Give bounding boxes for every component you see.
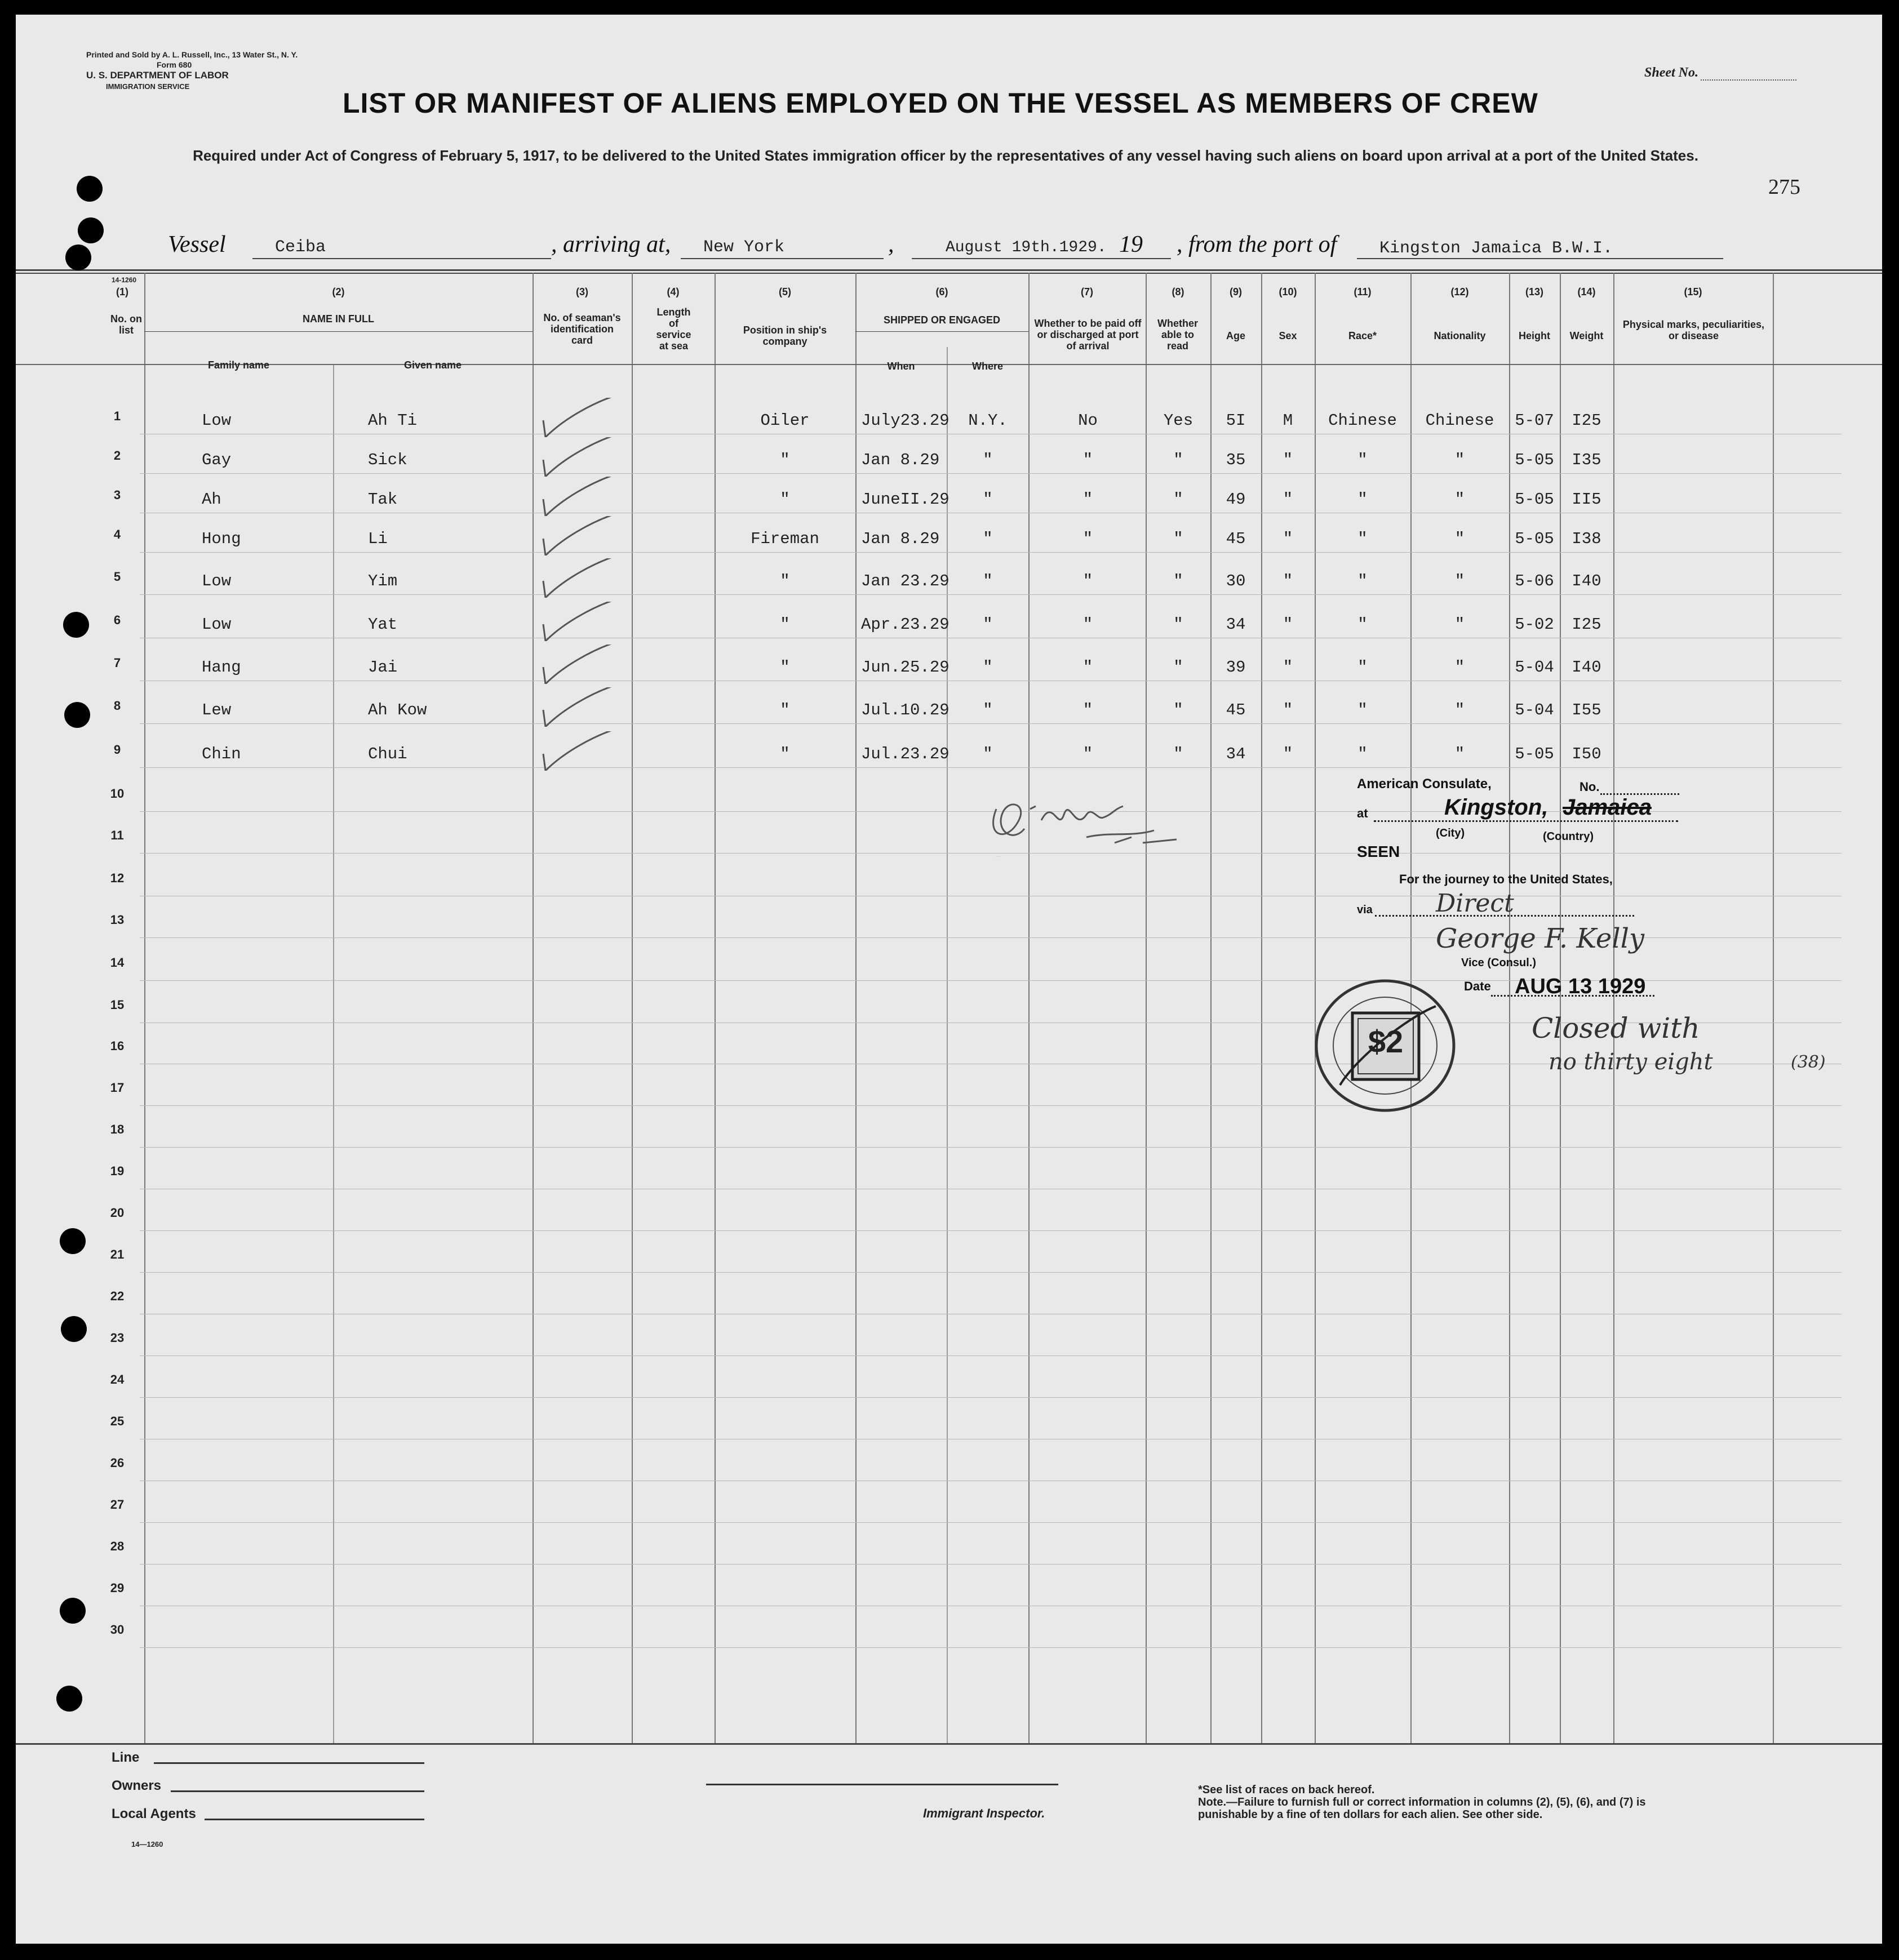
cell-where: N.Y. xyxy=(968,411,1008,430)
cell-when: Jun.25.29 xyxy=(861,658,950,677)
cell-family: Chin xyxy=(202,745,241,763)
cell-sex: M xyxy=(1283,411,1293,430)
cell-given: Li xyxy=(368,530,388,548)
cell-height: 5-02 xyxy=(1515,615,1554,634)
arrival-date: August 19th.1929. xyxy=(946,239,1107,256)
row-number: 15 xyxy=(110,998,125,1012)
cell-given: Ah Kow xyxy=(368,701,427,719)
cell-sex: " xyxy=(1283,701,1293,719)
subtitle: Required under Act of Congress of February 5, 1917, to be delivered to the United States immigration officer by the representatives of any vessel having such aliens on board upon arrival at a port of the United States. xyxy=(193,147,1698,164)
cell-sex: " xyxy=(1283,530,1293,548)
cell-sex: " xyxy=(1283,572,1293,590)
cell-paid-off: " xyxy=(1082,745,1093,763)
cell-paid-off: " xyxy=(1082,530,1093,548)
cell-when: Jan 8.29 xyxy=(861,530,940,548)
cell-race: " xyxy=(1357,530,1368,548)
cell-position: " xyxy=(780,745,790,763)
cell-nationality: " xyxy=(1454,701,1465,719)
cell-family: Lew xyxy=(202,701,232,719)
cell-nationality: " xyxy=(1454,745,1465,763)
cell-age: 49 xyxy=(1226,490,1246,509)
department: U. S. DEPARTMENT OF LABOR xyxy=(86,70,229,81)
closed-count: (38) xyxy=(1791,1052,1826,1072)
cell-position: Fireman xyxy=(751,530,819,548)
row-number: 30 xyxy=(110,1623,125,1637)
row-number: 18 xyxy=(110,1122,125,1136)
cell-nationality: " xyxy=(1454,658,1465,677)
row-number: 4 xyxy=(113,527,121,541)
col-id-header: No. of seaman's identification card xyxy=(543,312,621,346)
cell-height: 5-07 xyxy=(1515,411,1554,430)
printer-line: Printed and Sold by A. L. Russell, Inc., 13 Water St., N. Y. xyxy=(86,50,298,59)
cell-race: Chinese xyxy=(1328,411,1397,430)
cell-given: Tak xyxy=(368,490,398,509)
consulate-country: Jamaica xyxy=(1563,795,1652,820)
arriving-port: New York xyxy=(703,238,785,257)
col-given-header: Given name xyxy=(403,359,462,371)
vessel-name: Ceiba xyxy=(275,238,326,257)
from-label: , from the port of xyxy=(1177,232,1337,257)
cell-when: JuneII.29 xyxy=(861,490,950,509)
cell-family: Low xyxy=(202,615,232,634)
row-number: 28 xyxy=(110,1539,125,1553)
cell-when: July23.29 xyxy=(861,411,950,430)
col-nationality-header: Nationality xyxy=(1434,330,1486,341)
sheet-no-label: Sheet No. xyxy=(1644,65,1698,80)
cell-age: 30 xyxy=(1226,572,1246,590)
row-number: 11 xyxy=(110,828,124,842)
line-label: Line xyxy=(112,1750,140,1765)
cell-family: Hang xyxy=(202,658,241,677)
row-number: 25 xyxy=(110,1414,125,1428)
cell-paid-off: " xyxy=(1082,615,1093,634)
cell-given: Chui xyxy=(368,745,407,763)
cell-weight: I40 xyxy=(1572,658,1601,677)
cell-where: " xyxy=(983,572,993,590)
cell-height: 5-05 xyxy=(1515,530,1554,548)
cell-paid-off: " xyxy=(1082,701,1093,719)
races-note: *See list of races on back hereof. xyxy=(1198,1784,1375,1796)
cell-race: " xyxy=(1357,451,1368,469)
id-card-checkmark xyxy=(540,602,624,641)
arriving-label: , arriving at, xyxy=(551,232,671,257)
col-position-header: Position in ship's company xyxy=(743,325,827,347)
cell-weight: I38 xyxy=(1572,530,1601,548)
id-card-checkmark xyxy=(540,645,624,684)
via-route: Direct xyxy=(1436,889,1514,918)
cell-where: " xyxy=(983,701,993,719)
row-number: 8 xyxy=(113,699,121,713)
row-number: 2 xyxy=(113,448,121,463)
row-number: 20 xyxy=(110,1206,125,1220)
row-number: 23 xyxy=(110,1331,125,1345)
col-length-header: Length of service at sea xyxy=(656,306,691,352)
row-number: 24 xyxy=(110,1372,125,1386)
row-number: 16 xyxy=(110,1039,125,1053)
cell-family: Gay xyxy=(202,451,232,469)
consulate-no-label: No. xyxy=(1579,780,1600,794)
id-card-checkmark xyxy=(540,687,624,727)
cell-sex: " xyxy=(1283,451,1293,469)
cell-age: 35 xyxy=(1226,451,1246,469)
id-card-checkmark xyxy=(540,437,624,477)
cell-read: " xyxy=(1173,745,1183,763)
departure-port: Kingston Jamaica B.W.I. xyxy=(1379,239,1613,258)
cell-read: " xyxy=(1173,490,1183,509)
cell-race: " xyxy=(1357,490,1368,509)
cell-when: Jul.23.29 xyxy=(861,745,950,763)
cell-position: " xyxy=(780,490,790,509)
cell-height: 5-05 xyxy=(1515,490,1554,509)
col-read-header: Whether able to read xyxy=(1157,318,1198,352)
cell-given: Yim xyxy=(368,572,398,590)
id-card-checkmark xyxy=(540,731,624,771)
cell-when: Jul.10.29 xyxy=(861,701,950,719)
cell-sex: " xyxy=(1283,745,1293,763)
cell-read: " xyxy=(1173,658,1183,677)
closed-note-2: no thirty eight xyxy=(1549,1049,1713,1075)
cell-read: " xyxy=(1173,530,1183,548)
row-number: 5 xyxy=(113,570,121,584)
cell-where: " xyxy=(983,615,993,634)
cell-weight: I50 xyxy=(1572,745,1601,763)
col-shipped-header: SHIPPED OR ENGAGED xyxy=(883,314,1001,326)
cell-family: Hong xyxy=(202,530,241,548)
row-number: 21 xyxy=(110,1247,125,1261)
cell-nationality: Chinese xyxy=(1425,411,1494,430)
cell-where: " xyxy=(983,658,993,677)
cell-age: 34 xyxy=(1226,615,1246,634)
cell-age: 5I xyxy=(1226,411,1246,430)
row-number: 3 xyxy=(113,488,121,502)
cell-race: " xyxy=(1357,701,1368,719)
cell-paid-off: " xyxy=(1082,572,1093,590)
col-where-header: Where xyxy=(971,361,1003,372)
cell-position: " xyxy=(780,572,790,590)
cell-weight: I25 xyxy=(1572,411,1601,430)
consulate-date: AUG 13 1929 xyxy=(1515,975,1646,998)
year-suffix: 19 xyxy=(1119,232,1143,257)
cell-given: Yat xyxy=(368,615,398,634)
cell-nationality: " xyxy=(1454,490,1465,509)
cell-height: 5-05 xyxy=(1515,745,1554,763)
cell-nationality: " xyxy=(1454,451,1465,469)
cell-position: " xyxy=(780,615,790,634)
cell-given: Jai xyxy=(368,658,398,677)
cell-height: 5-06 xyxy=(1515,572,1554,590)
cell-read: " xyxy=(1173,451,1183,469)
col-weight-header: Weight xyxy=(1569,330,1604,341)
row-number: 14 xyxy=(110,955,125,970)
cell-paid-off: " xyxy=(1082,490,1093,509)
cell-read: " xyxy=(1173,701,1183,719)
consulate-label: American Consulate, xyxy=(1357,776,1492,792)
cell-age: 45 xyxy=(1226,701,1246,719)
closed-note: Closed with xyxy=(1532,1012,1700,1045)
row-number: 29 xyxy=(110,1581,125,1595)
id-card-checkmark xyxy=(540,558,624,598)
cell-read: Yes xyxy=(1163,411,1193,430)
cell-weight: I35 xyxy=(1572,451,1601,469)
page-number: 275 xyxy=(1768,175,1800,199)
cell-nationality: " xyxy=(1454,615,1465,634)
vessel-label: Vessel xyxy=(168,232,226,257)
col-paid-header: Whether to be paid off or discharged at port of arrival xyxy=(1034,318,1142,352)
cell-height: 5-04 xyxy=(1515,701,1554,719)
cell-paid-off: " xyxy=(1082,658,1093,677)
row-number: 26 xyxy=(110,1456,125,1470)
col-family-header: Family name xyxy=(207,359,270,371)
cell-race: " xyxy=(1357,745,1368,763)
col-height-header: Height xyxy=(1519,330,1550,341)
row-number: 27 xyxy=(110,1497,125,1512)
cell-sex: " xyxy=(1283,490,1293,509)
cell-paid-off: No xyxy=(1078,411,1098,430)
cell-weight: II5 xyxy=(1572,490,1601,509)
cell-given: Ah Ti xyxy=(368,411,418,430)
cell-nationality: " xyxy=(1454,530,1465,548)
cell-read: " xyxy=(1173,572,1183,590)
col-sex-header: Sex xyxy=(1279,330,1297,341)
row-number: 6 xyxy=(113,613,121,627)
col-marks-header: Physical marks, peculiarities, or disease xyxy=(1622,319,1765,341)
journey-label: For the journey to the United States, xyxy=(1399,872,1613,886)
cell-height: 5-04 xyxy=(1515,658,1554,677)
cell-position: " xyxy=(780,658,790,677)
agents-label: Local Agents xyxy=(112,1806,196,1821)
cell-weight: I40 xyxy=(1572,572,1601,590)
cell-where: " xyxy=(983,490,993,509)
owners-label: Owners xyxy=(112,1778,162,1793)
form-number: Form 680 xyxy=(157,60,192,69)
cell-read: " xyxy=(1173,615,1183,634)
cell-where: " xyxy=(983,530,993,548)
row-number: 9 xyxy=(113,743,121,757)
row-number: 13 xyxy=(110,913,125,927)
cell-family: Low xyxy=(202,411,232,430)
cell-given: Sick xyxy=(368,451,407,469)
cell-paid-off: " xyxy=(1082,451,1093,469)
cell-when: Apr.23.29 xyxy=(861,615,950,634)
cell-sex: " xyxy=(1283,615,1293,634)
cell-age: 34 xyxy=(1226,745,1246,763)
col-when-header: When xyxy=(887,361,915,372)
cell-race: " xyxy=(1357,572,1368,590)
cell-family: Ah xyxy=(202,490,221,509)
id-card-checkmark xyxy=(540,398,624,437)
page-title: LIST OR MANIFEST OF ALIENS EMPLOYED ON THE VESSEL AS MEMBERS OF CREW xyxy=(343,87,1538,119)
row-number: 22 xyxy=(110,1289,125,1303)
cell-where: " xyxy=(983,745,993,763)
svg-text:$2: $2 xyxy=(1368,1024,1404,1059)
cell-weight: I55 xyxy=(1572,701,1601,719)
row-number: 17 xyxy=(110,1081,125,1095)
consul-signature: George F. Kelly xyxy=(1436,923,1645,954)
cell-where: " xyxy=(983,451,993,469)
manifest-sheet: Printed and Sold by A. L. Russell, Inc., 13 Water St., N. Y. Form 680 U. S. DEPARTMENT OF LABOR IMMIGRATION SERVICE LIST OR MANIFEST OF ALIENS EMPLOYED ON THE VESSEL AS MEMBERS OF CREW Sheet No. Required under Act of Congress of February 5, 1917, to be delivered to the United States immigration officer by the representatives of any vessel having such aliens on board upon arrival at a port of the United States. 275 Vessel Ceiba , arriving at, New York , August 19th.1929. 19 , from the port of Kingston Jamaica B.W.I. 14-1260 (1) (2) (3) (4) (5) (6) (7) (8) (9) (10) (11) (12) (13) (14) (15) No. on list NAME IN FULL Family name Given name No. of seaman's identification card Length of service at sea Position in ship's company SHIPPED OR ENGAGED When Where Whether to be paid off or discharged at port of arrival Whether able to read Age Sex Race* Nationality Height Weight Physical marks, peculiarities, or disease 1 Low Ah Ti Oiler July23.29 N.Y. No Yes 5I M Chinese Chinese 5-07 I25 2 Gay Sick " Jan 8.29 " " " 35 " " " 5-05 I35 3 Ah Tak " JuneII.29 " " " 49 " " " 5-05 II5 4 Hong Li Fireman Jan 8.29 " " " 45 " " " 5-05 I38 5 Low Yim " Jan 23.29 " " " 30 " " " 5-06 I40 6 Low Yat " Apr.23.29 " " " 34 " " " 5-02 I25 7 Hang Jai " Jun.25.29 " " " 39 " " " 5-04 I40 8 Lew Ah Kow " Jul.10.29 " " " 45 " " " 5-04 I55 9 Chin Chui " Jul.23.29 " " " 34 " " " 5-05 I50 10 11 12 13 14 15 16 17 18 19 20 21 22 23 24 25 26 27 28 29 30 J. Miccely Insp. American Consulate, No. at Kingston, Jamaica (City) (Country) SEEN For the journey to the United States, via Direct George F. Kelly Vice (Consul.) Date AUG 13 1929 $2 Closed with no thirty eight (38) Line Owners Local Agents 14—1260 Immigrant Inspector. *See list of races on back hereof. Note.—Failure to furnish full or correct information in columns (2), (5), (6), and (7) is punishable by a fine of ten dollars for each alien. See other side. xyxy=(16,15,1882,1944)
form-code: 14-1260 xyxy=(112,276,137,284)
cell-age: 39 xyxy=(1226,658,1246,677)
penalty-note: Note.—Failure to furnish full or correct information in columns (2), (5), (6), and (7) is punishable by a fine of ten dollars for each alien. See other side. xyxy=(1198,1796,1646,1821)
row-number: 12 xyxy=(110,871,125,885)
row-number: 1 xyxy=(113,409,121,423)
inspector-signature xyxy=(974,775,1222,860)
inspector-label: Immigrant Inspector. xyxy=(923,1806,1045,1820)
sheet-no-field xyxy=(1701,79,1796,81)
cell-height: 5-05 xyxy=(1515,451,1554,469)
cell-when: Jan 8.29 xyxy=(861,451,940,469)
col-no-header: No. on list xyxy=(110,313,142,336)
col-race-header: Race* xyxy=(1348,330,1377,341)
cell-nationality: " xyxy=(1454,572,1465,590)
cell-position: " xyxy=(780,701,790,719)
row-number: 10 xyxy=(110,786,125,801)
consular-seal xyxy=(1306,972,1464,1119)
consulate-city: Kingston, xyxy=(1444,795,1549,820)
seen-label: SEEN xyxy=(1357,843,1400,860)
id-card-checkmark xyxy=(540,477,624,516)
cell-age: 45 xyxy=(1226,530,1246,548)
cell-weight: I25 xyxy=(1572,615,1601,634)
cell-position: " xyxy=(780,451,790,469)
cell-position: Oiler xyxy=(760,411,810,430)
cell-family: Low xyxy=(202,572,232,590)
cell-race: " xyxy=(1357,658,1368,677)
row-number: 19 xyxy=(110,1164,125,1178)
cell-when: Jan 23.29 xyxy=(861,572,950,590)
service: IMMIGRATION SERVICE xyxy=(106,82,190,91)
col-name-header: NAME IN FULL xyxy=(303,313,374,325)
id-card-checkmark xyxy=(540,516,624,555)
row-number: 7 xyxy=(113,656,121,670)
cell-sex: " xyxy=(1283,658,1293,677)
cell-race: " xyxy=(1357,615,1368,634)
col-age-header: Age xyxy=(1226,330,1245,341)
